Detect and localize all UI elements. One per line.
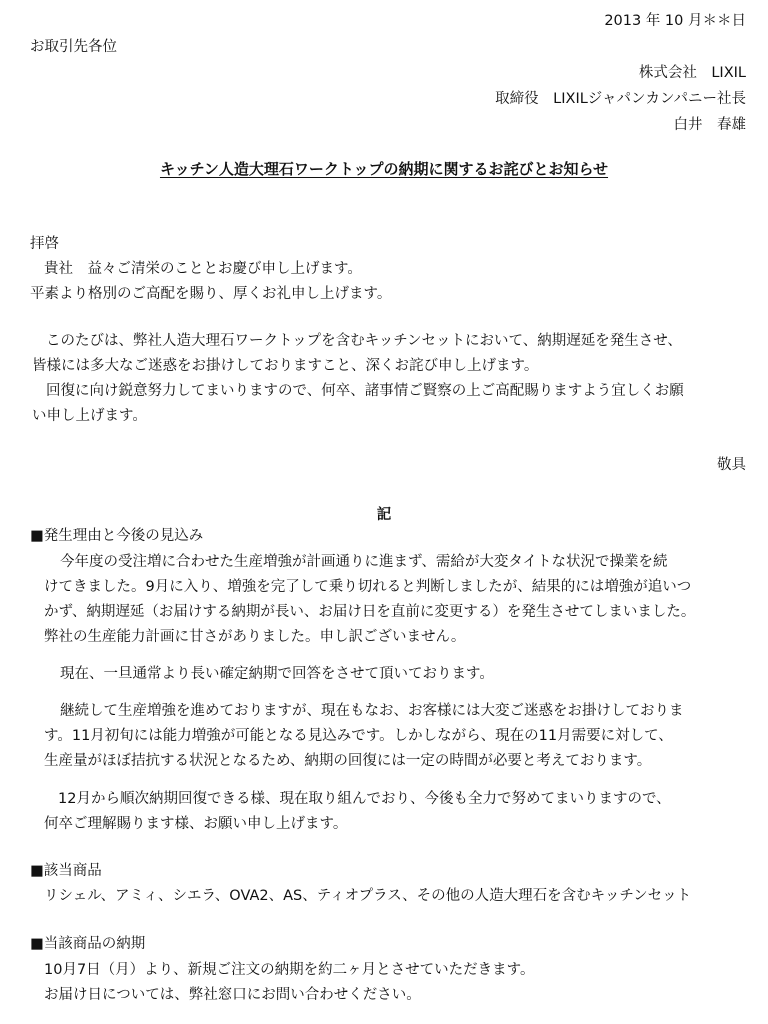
reason-line-1: 今年度の受注増に合わせた生産増強が計画通りに進まず、需給が大変タイトな状況で操業を続 bbox=[60, 554, 668, 570]
recovery-line-2: 何卒ご理解賜ります様、お願い申し上げます。 bbox=[44, 816, 348, 832]
request-line-2: い申し上げます。 bbox=[32, 408, 147, 424]
delivery-line-2: お届け日については、弊社窓口にお問い合わせください。 bbox=[44, 987, 421, 1003]
sender-name: 白井 春雄 bbox=[673, 117, 746, 133]
current-status-line: 現在、一旦通常より長い確定納期で回答をさせて頂いております。 bbox=[60, 666, 494, 682]
outlook-line-2: す。11月初旬には能力増強が可能となる見込みです。しかしながら、現在の11月需要に対して、 bbox=[44, 728, 673, 744]
closing-word: 敬具 bbox=[717, 457, 746, 473]
opening-word: 拝啓 bbox=[30, 236, 59, 252]
outlook-line-1: 継続して生産増強を進めておりますが、現在もなお、お客様には大変ご迷惑をお掛けしておりま bbox=[60, 703, 684, 719]
request-line-1: 回復に向け鋭意努力してまいりますので、何卒、諸事情ご賢察の上ご高配賜りますよう宜しくお願 bbox=[46, 383, 684, 399]
products-line: リシェル、アミィ、シエラ、OVA2、AS、ティオプラス、その他の人造大理石を含むキッチンセット bbox=[44, 888, 692, 904]
section-delivery-heading: ■当該商品の納期 bbox=[30, 936, 146, 952]
reason-line-4: 弊社の生産能力計画に甘さがありました。申し訳ございません。 bbox=[44, 629, 466, 645]
apology-line-1: このたびは、弊社人造大理石ワークトップを含むキッチンセットにおいて、納期遅延を発生させ、 bbox=[46, 333, 682, 349]
section-reason-heading: ■発生理由と今後の見込み bbox=[30, 528, 204, 544]
reason-line-2: けてきました。9月に入り、増強を完了して乗り切れると判断しましたが、結果的には増強が追いつ bbox=[44, 579, 692, 595]
delivery-line-1: 10月7日（月）より、新規ご注文の納期を約二ヶ月とさせていただきます。 bbox=[44, 962, 535, 978]
letter-date: 2013 年 10 月＊＊日 bbox=[604, 13, 746, 29]
company-name: 株式会社 LIXIL bbox=[638, 65, 746, 81]
sender-title: 取締役 LIXILジャパンカンパニー社長 bbox=[495, 91, 746, 107]
addressee: お取引先各位 bbox=[30, 39, 117, 55]
recovery-line-1: 12月から順次納期回復できる様、現在取り組んでおり、今後も全力で努めてまいりますので、 bbox=[58, 791, 671, 807]
letter-title: キッチン人造大理石ワークトップの納期に関するお詫びとお知らせ bbox=[159, 160, 609, 178]
ki-heading: 記 bbox=[376, 507, 392, 523]
outlook-line-3: 生産量がほぼ拮抗する状況となるため、納期の回復には一定の時間が必要と考えております。 bbox=[44, 753, 652, 769]
apology-line-2: 皆様には多大なご迷惑をお掛けしておりますこと、深くお詫び申し上げます。 bbox=[32, 358, 539, 374]
greeting-line-2: 平素より格別のご高配を賜り、厚くお礼申し上げます。 bbox=[30, 286, 392, 302]
section-products-heading: ■該当商品 bbox=[30, 863, 102, 879]
reason-line-3: かず、納期遅延（お届けする納期が長い、お届け日を直前に変更する）を発生させてしまいました。 bbox=[44, 604, 696, 620]
greeting-line-1: 貴社 益々ご清栄のこととお慶び申し上げます。 bbox=[44, 261, 362, 277]
